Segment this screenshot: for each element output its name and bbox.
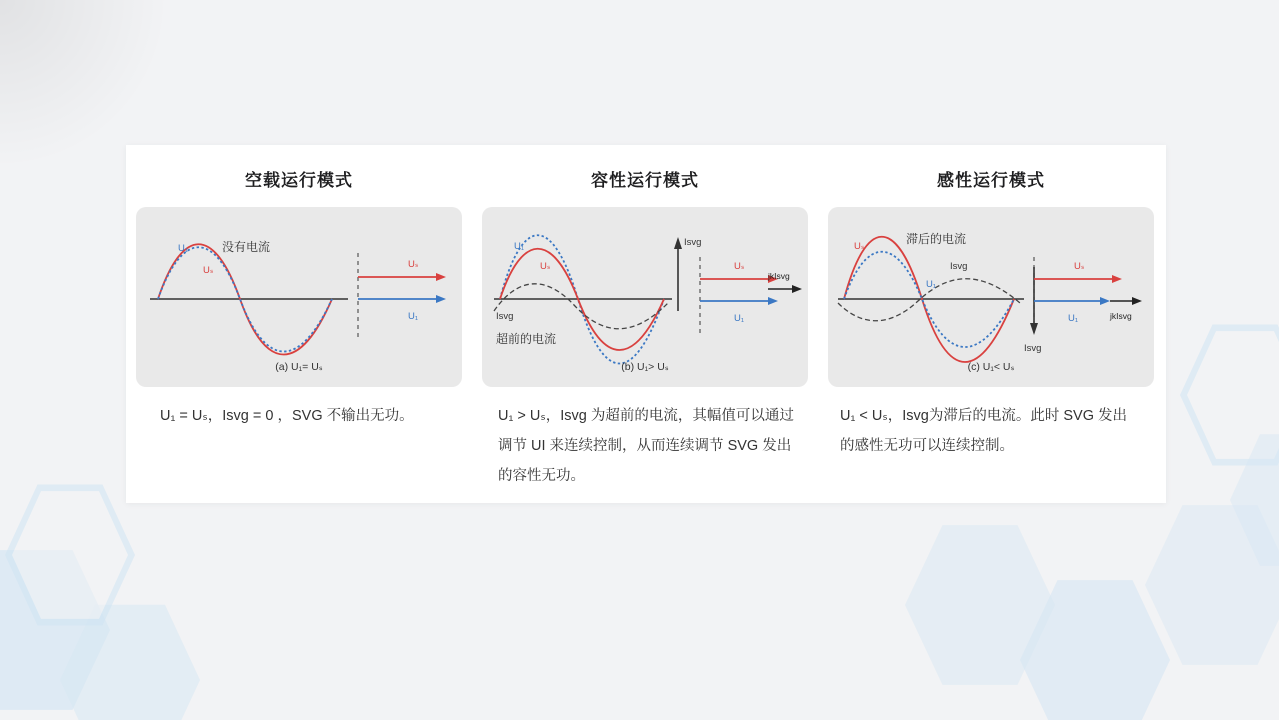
caption-1: U₁ = Uₛ，Isvg = 0 ，SVG 不输出无功。 (160, 408, 414, 424)
panel-label-top-1: 没有电流 (221, 240, 271, 254)
wave-label-us-3: Uₛ (854, 241, 865, 252)
column-inductive (818, 157, 1164, 503)
wave-label-u1-1: U₁ (178, 243, 189, 254)
wave-label-us-1: Uₛ (203, 265, 214, 276)
caption-3: U₁ < Uₛ，Isvg为滞后的电流。此时 SVG 发出的感性无功可以连续控制。 (840, 408, 1128, 454)
column-capacitive (472, 157, 818, 503)
vector-label-us-2: Uₛ (734, 261, 745, 272)
panel-label-top-3: 滞后的电流 (906, 232, 967, 246)
subcaption-3: (c) U₁< Uₛ (967, 361, 1015, 373)
vector-label-u1-2: U₁ (734, 313, 745, 324)
subcaption-1: (a) U₁= Uₛ (275, 361, 323, 373)
wave-label-u1-2: U₁ (514, 241, 525, 252)
vector-label-u1-3: U₁ (1068, 313, 1079, 324)
wave-label-u1-3: U₁ (926, 279, 937, 290)
content-card (126, 145, 1166, 503)
vector-axis-label-isvg-2: Isvg (684, 237, 702, 248)
column-title-3: 感性运行模式 (937, 171, 1045, 190)
wave-label-isvg-2: Isvg (496, 311, 514, 322)
column-no-load (126, 157, 472, 503)
vector-label-us-3: Uₛ (1074, 261, 1085, 272)
vector-label-u1-1: U₁ (408, 311, 419, 322)
diagram-svg-1 (136, 207, 462, 387)
vector-label-jkisvg-2: jkIsvg (768, 271, 790, 281)
vector-label-jkisvg-3: jkIsvg (1110, 311, 1132, 321)
wave-label-us-2: Uₛ (540, 261, 551, 272)
diagram-panel-2 (482, 207, 808, 387)
caption-2: U₁ > Uₛ，Isvg 为超前的电流，其幅值可以通过调节 UI 来连续控制，从而连续调节 SVG 发出的容性无功。 (498, 408, 794, 484)
vector-label-us-1: Uₛ (408, 259, 419, 270)
diagram-svg-3 (828, 207, 1154, 387)
panel-sublabel-2: 超前的电流 (496, 332, 557, 346)
diagram-svg-2 (482, 207, 808, 387)
wave-label-isvg-3: Isvg (950, 261, 968, 272)
subcaption-2: (b) U₁> Uₛ (621, 361, 669, 373)
columns-container (126, 145, 1166, 503)
vector-axis-label-isvg-3: Isvg (1024, 343, 1042, 354)
column-title-1: 空载运行模式 (245, 171, 353, 190)
diagram-panel-3 (828, 207, 1154, 387)
column-title-2: 容性运行模式 (591, 171, 699, 190)
diagram-panel-1 (136, 207, 462, 387)
